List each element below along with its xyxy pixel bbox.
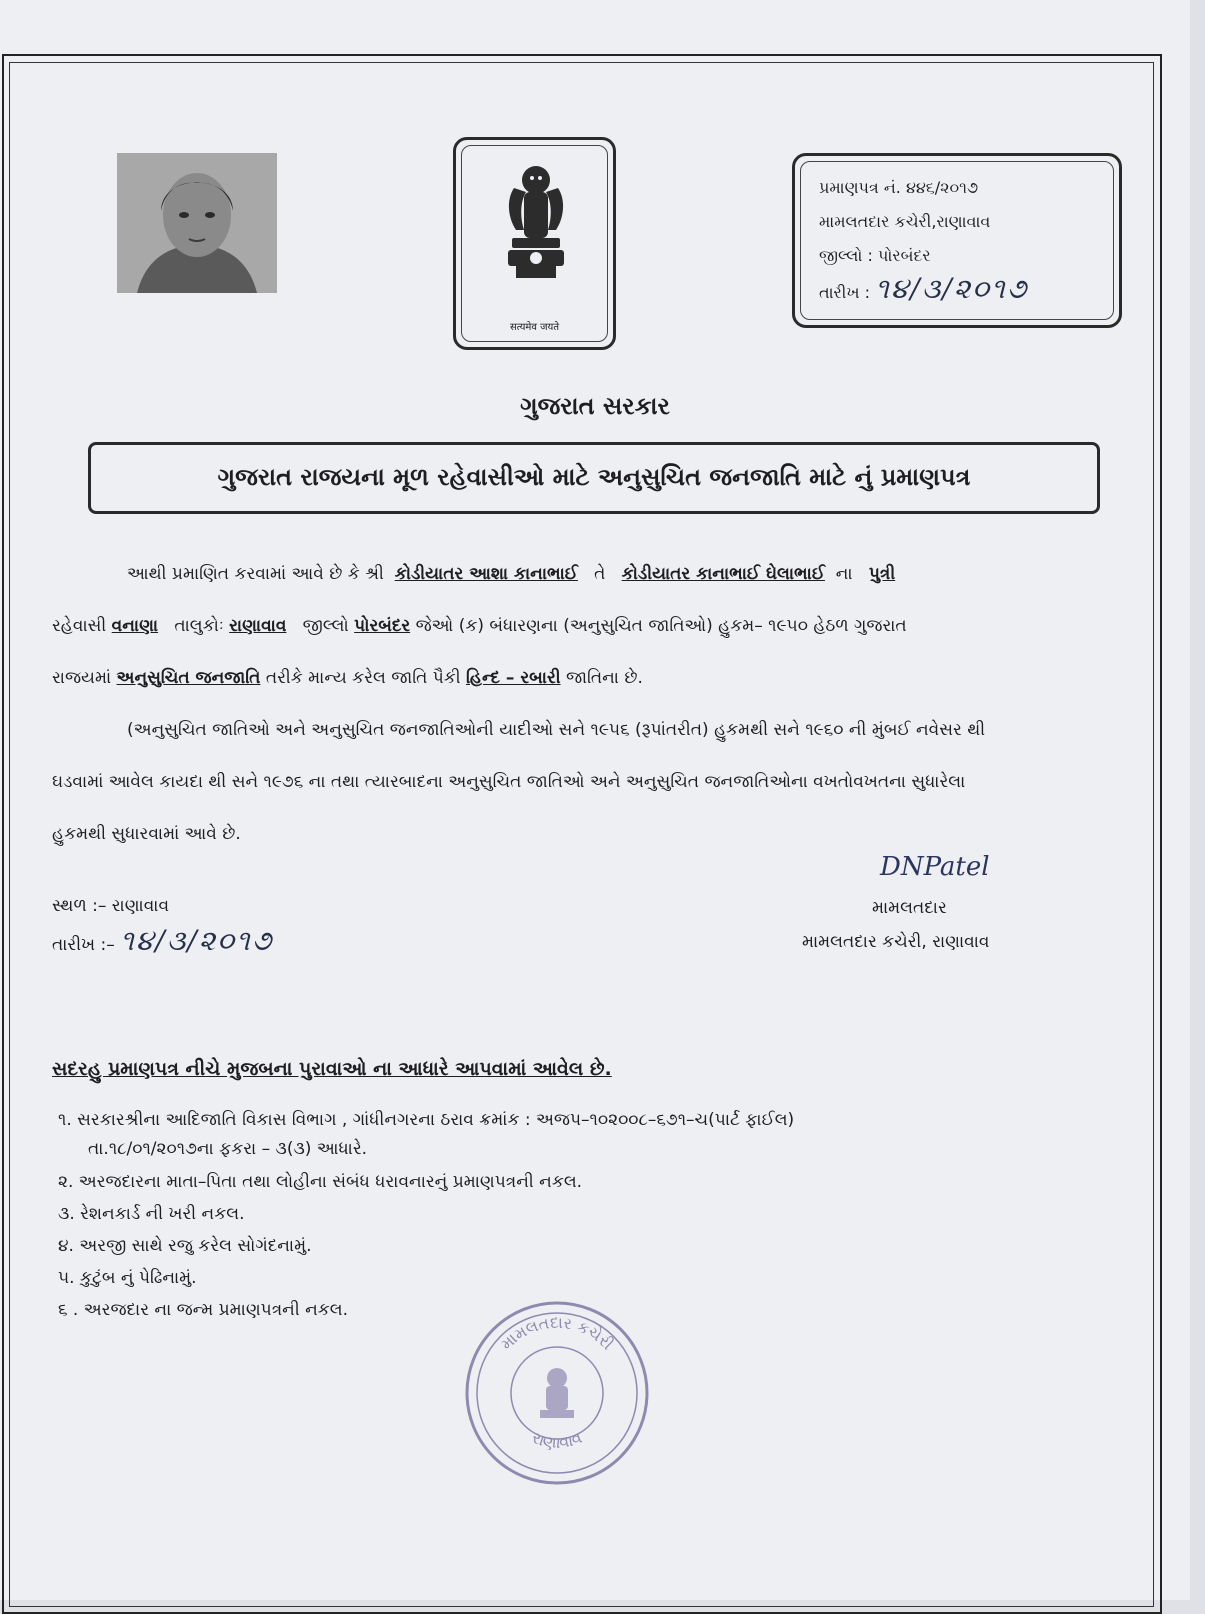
body-text: તાલુકોઃ	[174, 616, 224, 636]
officer-office: મામલતદાર કચેરી, રાણાવાવ	[802, 932, 990, 952]
body-text: રાજયમાં	[52, 668, 112, 688]
certificate-title: ગુજરાત રાજયના મૂળ રહેવાસીઓ માટે અનુસુચિત જનજાતિ માટે નું પ્રમાણપત્ર	[88, 442, 1100, 514]
officer-signature: DNPatel	[880, 852, 990, 882]
officer-title: મામલતદાર	[872, 898, 947, 918]
list-item: ૪. અરજી સાથે રજુ કરેલ સોગંદનામું.	[58, 1236, 312, 1256]
amendment-line-1: (અનુસુચિત જાતિઓ અને અનુસુચિત જનજાતિઓની યાદીઓ સને ૧૯૫૬ (રૂપાંતરીત) હુકમથી સને ૧૯૬૦ ની મુંબઈ નવેસર થી	[127, 720, 986, 740]
list-item: ૧. સરકારશ્રીના આદિજાતિ વિકાસ વિભાગ , ગાંધીનગરના ઠરાવ ક્રમાંક : અજપ–૧૦૨૦૦૮–૬૭૧–ચ(પાર્ટ ફાઈલ)	[58, 1110, 795, 1130]
government-heading: ગુજરાત સરકાર	[520, 392, 670, 420]
body-text: તરીકે માન્ય કરેલ જાતિ પૈકી	[265, 668, 461, 688]
list-item: તા.૧૮/૦૧/૨૦૧૭ના ફકરા – ૩(૩) આધારે.	[88, 1139, 368, 1159]
body-text: તે	[594, 564, 606, 584]
village: વનાણા	[111, 616, 159, 636]
seal-bottom-text: રાણાવાવ	[529, 1427, 585, 1453]
certificate-body	[52, 548, 1152, 860]
issue-date-handwritten: ૧૪/૩/૨૦૧૭	[875, 272, 1029, 305]
certificate-reference-box	[792, 153, 1122, 328]
seal-top-text: મામલતદાર કચેરી	[496, 1312, 618, 1354]
relation: પુત્રી	[868, 564, 896, 584]
svg-text:રાણાવાવ	[529, 1428, 584, 1452]
body-text: રહેવાસી	[52, 616, 107, 636]
list-item: ૩. રેશનકાર્ડ ની ખરી નકલ.	[58, 1204, 245, 1224]
footer-date-label: તારીખ :–	[52, 935, 115, 955]
issue-date-row	[819, 272, 1028, 306]
caste-name: હિન્દ – રબારી	[466, 668, 561, 688]
amendment-line-3: હુકમથી સુધારવામાં આવે છે.	[52, 824, 241, 844]
body-text: આથી પ્રમાણિત કરવામાં આવે છે કે શ્રી	[127, 564, 384, 584]
body-text: જેઓ (ક) બંધારણના (અનુસુચિત જાતિઓ) હુકમ– ૧૯૫૦ હેઠળ ગુજરાત	[415, 616, 907, 636]
applicant-name: કોડીયાતર આશા કાનાભાઈ	[394, 564, 578, 584]
body-text: જાતિના છે.	[566, 668, 643, 688]
body-text: ના	[835, 564, 853, 584]
list-item: ૫. કુટુંબ નું પેઢિનામું.	[58, 1268, 197, 1288]
footer-date-row	[52, 924, 273, 958]
tribe-category: અનુસુચિત જનજાતિ	[116, 668, 261, 688]
list-item: ૨. અરજદારના માતા–પિતા તથા લોહીના સંબંધ ધરાવનારનું પ્રમાણપત્રની નકલ.	[58, 1172, 583, 1192]
body-text: જીલ્લો	[302, 616, 349, 636]
amendment-line-2: ઘડવામાં આવેલ કાયદા થી સને ૧૯૭૬ ના તથા ત્યારબાદના અનુસુચિત જાતિઓ અને અનુસુચિત જનજાતિઓના વખતોવખતના સુધારેલા	[52, 772, 966, 792]
national-emblem-box	[453, 137, 616, 350]
lion-capital-icon	[486, 158, 586, 308]
office-seal-stamp	[462, 1298, 652, 1488]
footer-date-handwritten: ૧૪/૩/૨૦૧૭	[120, 924, 274, 957]
basis-heading: સદરહુ પ્રમાણપત્ર નીચે મુજબના પુરાવાઓ ના આધારે આપવામાં આવેલ છે.	[52, 1058, 612, 1080]
certificate-number: પ્રમાણપત્ર નં. ૪૪૬/૨૦૧૭	[819, 178, 979, 197]
father-name: કોડીયાતર કાનાભાઈ ઘેલાભાઈ	[621, 564, 825, 584]
district: પોરબંદર	[354, 616, 411, 636]
taluka: રાણાવાવ	[229, 616, 287, 636]
issue-date-label: તારીખ :	[819, 283, 871, 302]
list-item: ૬ . અરજદાર ના જન્મ પ્રમાણપત્રની નકલ.	[58, 1300, 349, 1320]
district-label: જીલ્લો : પોરબંદર	[819, 246, 931, 265]
emblem-motto: सत्यमेव जयते	[509, 322, 560, 333]
place-label: સ્થળ :– રાણાવાવ	[52, 896, 170, 916]
issuing-office: મામલતદાર કચેરી,રાણાવાવ	[819, 212, 991, 231]
applicant-photo	[117, 153, 277, 293]
